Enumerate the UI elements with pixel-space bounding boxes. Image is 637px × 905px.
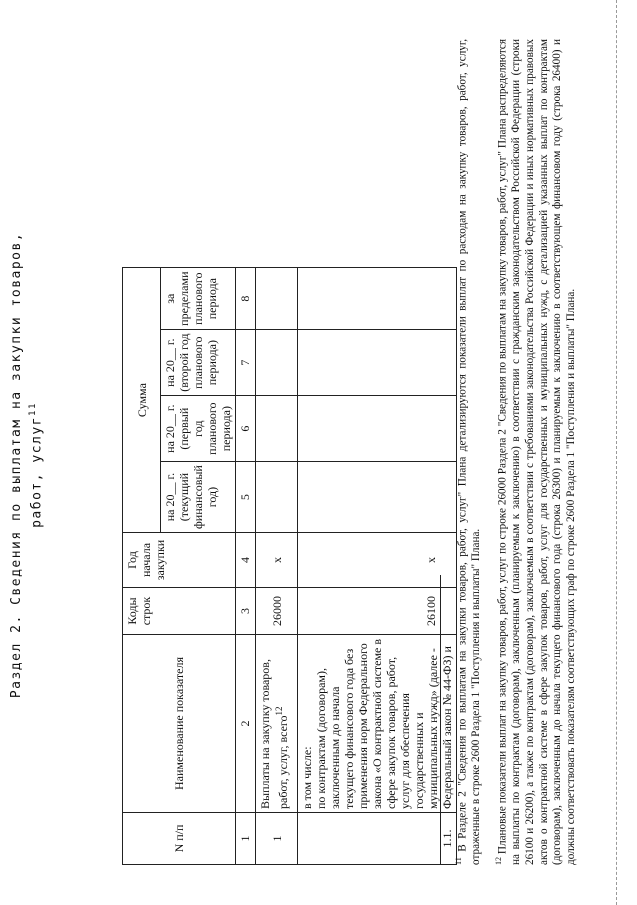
- row-value-cell: [256, 462, 298, 533]
- footnote-ref-12: 12: [274, 706, 284, 716]
- row-value-cell: [298, 462, 457, 533]
- footnote-11: [452, 39, 484, 865]
- row-code: 26100: [298, 588, 457, 635]
- col-number: 6: [236, 396, 256, 462]
- row-code: 26000: [256, 588, 298, 635]
- col-number: 1: [236, 813, 256, 865]
- row-value-cell: [256, 396, 298, 462]
- table-row: [298, 268, 457, 865]
- header-col7: на 20__ г. (второй год планового периода): [161, 330, 236, 396]
- footnote-12-text: Плановые показатели выплат на закупку товаров, работ, услуг по строке 26000 Раздела 2 "Сведения по выплатам на закупку товаров, работ, услуг" Плана распределяются на выплаты по контрактам (договорам), заключенным (планируемым к заключению) в соответствии с гражданским законодательством Российской Федерации (строки 26100 и 26200), а также по контрактам (договорам), заключаемым в соответствии с требованиями законодательства Российской Федерации и иных нормативных правовых актов о контрактной системе в сфере закупок товаров, работ, услуг для государственных и муниципальных нужд, с детализацией указанных выплат по контрактам (договорам), заключенным до начала текущего финансового года (строка 26300) и планируемым к заключению в соответствующем финансовом году (строка 26400) и должны соответствовать показателям соответствующих граф по строке 2600 Раздела 1 "Поступления и выплаты" Плана.: [496, 39, 577, 865]
- col-number: 8: [236, 268, 256, 330]
- col-number: 3: [236, 588, 256, 635]
- row-value-cell: [298, 396, 457, 462]
- row-name: Выплаты на закупку товаров, работ, услуг, всего$^{12}$: [256, 635, 298, 813]
- row-year: х: [256, 533, 298, 588]
- column-number-row: [236, 268, 256, 865]
- row-name: [298, 635, 457, 813]
- payments-table: [122, 267, 457, 865]
- page-edge-dashes: [616, 0, 617, 905]
- col-number: 5: [236, 462, 256, 533]
- footnote-separator: [440, 575, 441, 865]
- row-name-intro: в том числе:: [300, 746, 314, 809]
- row-num: 1.1.: [298, 813, 457, 865]
- header-row-1: [123, 268, 161, 865]
- col-number: 7: [236, 330, 256, 396]
- table-row: [256, 268, 298, 865]
- header-col5: на 20__ г. (текущий финансовый год): [161, 462, 236, 533]
- footnote-12-number: 12: [494, 857, 503, 865]
- section-title-line2: работ, услуг$^{11}$: [28, 402, 45, 528]
- row-value-cell: [298, 268, 457, 330]
- footnote-11-number: 11: [454, 857, 463, 865]
- header-col8: за пределами планового периода: [161, 268, 236, 330]
- footnote-12: [492, 39, 578, 865]
- row-value-cell: [256, 330, 298, 396]
- header-name: Наименование показателя: [123, 635, 236, 813]
- row-year: х: [298, 533, 457, 588]
- row-value-cell: [298, 330, 457, 396]
- row-num: 1: [256, 813, 298, 865]
- header-year: Год начала закупки: [123, 533, 236, 588]
- header-col6: на 20__ г. (первый год планового периода): [161, 396, 236, 462]
- footnote-ref-11: 11: [28, 402, 38, 416]
- col-number: 4: [236, 533, 256, 588]
- row-name-text: по контрактам (договорам), заключенным до начала текущего финансового года без применения норм Федерального закона «О контрактной системе в сфере закупок товаров, работ, услуг для обеспечения государственных и муниципальных нужд» (далее - Федеральный закон № 44-ФЗ) и: [314, 638, 454, 809]
- header-num: N п/п: [123, 813, 236, 865]
- row-value-cell: [256, 268, 298, 330]
- header-code: Коды строк: [123, 588, 236, 635]
- header-sum: Сумма: [123, 268, 161, 533]
- col-number: 2: [236, 635, 256, 813]
- section-title-line1: Раздел 2. Сведения по выплатам на закупки товаров,: [9, 231, 24, 699]
- footnote-11-text: В Разделе 2 "Сведения по выплатам на закупки товаров, работ, услуг" Плана детализируются показатели выплат по расходам на закупку товаров, работ, услуг, отраженные в строке 2600 Раздела 1 "Поступления и выплаты" Плана.: [456, 38, 483, 865]
- section-title: [8, 145, 45, 785]
